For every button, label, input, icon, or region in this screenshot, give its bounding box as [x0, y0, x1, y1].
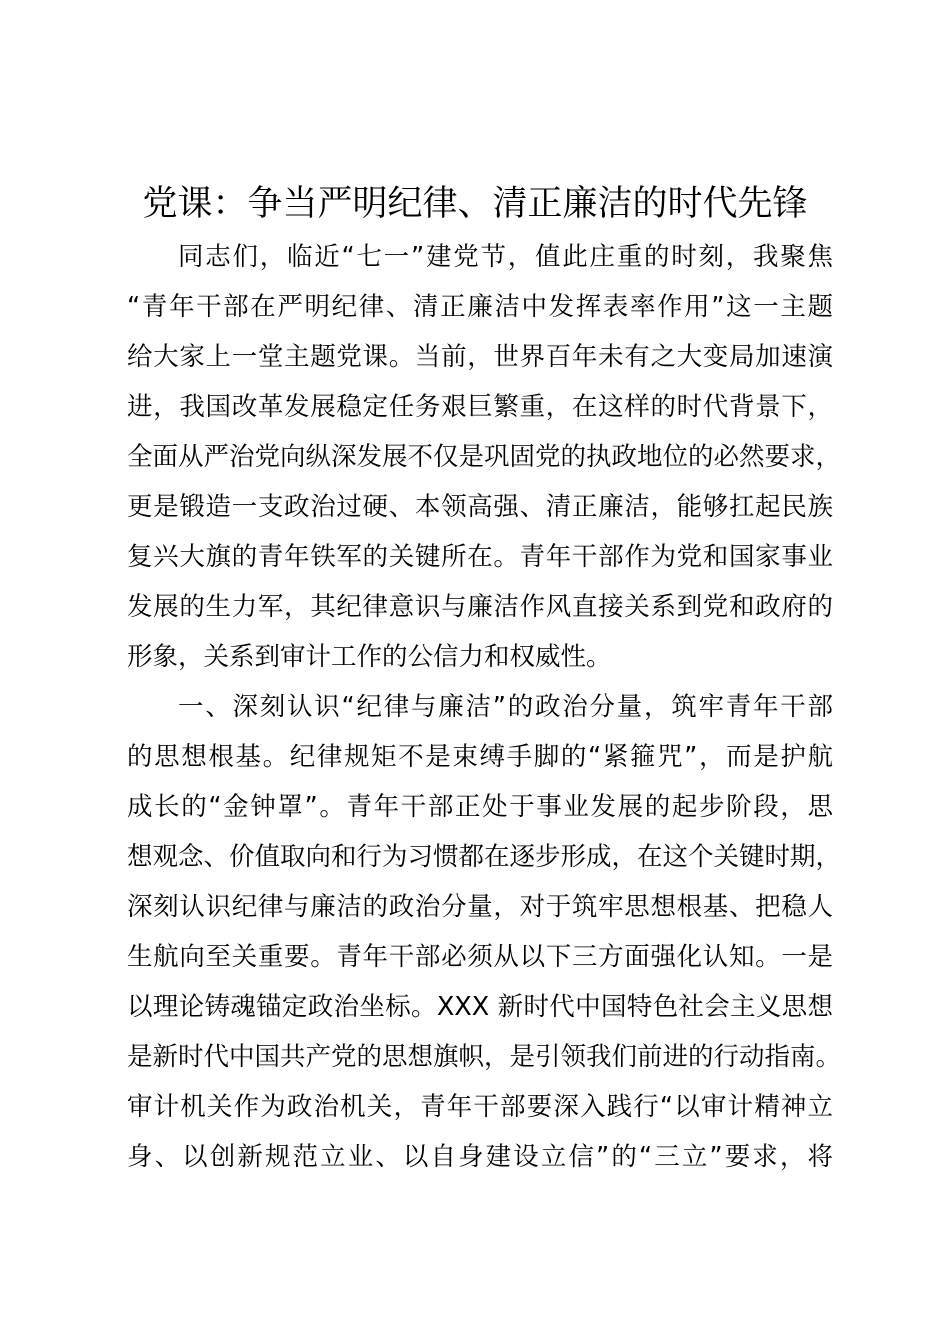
paragraph-1-line-4: 进，我国改革发展稳定任务艰巨繁重，在这样的时代背景下， — [127, 392, 833, 422]
paragraph-1-line-7: 复兴大旗的青年铁军的关键所在。青年干部作为党和国家事业 — [127, 542, 833, 572]
paragraph-1-line-2: “青年干部在严明纪律、清正廉洁中发挥表率作用”这一主题 — [127, 292, 833, 322]
document-body — [127, 232, 842, 1182]
paragraph-1-line-1: 同志们，临近“七一”建党节，值此庄重的时刻，我聚焦 — [178, 242, 833, 272]
paragraph-2-line-1: 一、深刻认识“纪律与廉洁”的政治分量，筑牢青年干部 — [178, 692, 833, 722]
paragraph-2-line-4: 想观念、价值取向和行为习惯都在逐步形成，在这个关键时期， — [127, 842, 842, 872]
paragraph-2-line-2: 的思想根基。纪律规矩不是束缚手脚的“紧箍咒”，而是护航 — [127, 742, 833, 772]
paragraph-2-line-8: 是新时代中国共产党的思想旗帜，是引领我们前进的行动指南。 — [127, 1042, 842, 1072]
paragraph-2-line-10: 身、以创新规范立业、以自身建设立信”的“三立”要求，将 — [127, 1142, 833, 1172]
paragraph-2-line-3: 成长的“金钟罩”。青年干部正处于事业发展的起步阶段，思 — [127, 792, 833, 822]
paragraph-2-line-6: 生航向至关重要。青年干部必须从以下三方面强化认知。一是 — [127, 942, 833, 972]
paragraph-1-line-6: 更是锻造一支政治过硬、本领高强、清正廉洁，能够扛起民族 — [127, 492, 833, 522]
paragraph-2-line-5: 深刻认识纪律与廉洁的政治分量，对于筑牢思想根基、把稳人 — [127, 892, 833, 922]
paragraph-1-line-5: 全面从严治党向纵深发展不仅是巩固党的执政地位的必然要求， — [127, 442, 842, 472]
paragraph-1-line-9: 形象，关系到审计工作的公信力和权威性。 — [127, 642, 612, 672]
paragraph-1-line-8: 发展的生力军，其纪律意识与廉洁作风直接关系到党和政府的 — [127, 592, 833, 622]
paragraph-2-line-7: 以理论铸魂锚定政治坐标。XXX 新时代中国特色社会主义思想 — [127, 992, 833, 1022]
paragraph-1-line-3: 给大家上一堂主题党课。当前，世界百年未有之大变局加速演 — [127, 342, 833, 372]
document-title: 党课：争当严明纪律、清正廉洁的时代先锋 — [142, 184, 808, 224]
paragraph-2-line-9: 审计机关作为政治机关，青年干部要深入践行“以审计精神立 — [127, 1092, 833, 1122]
